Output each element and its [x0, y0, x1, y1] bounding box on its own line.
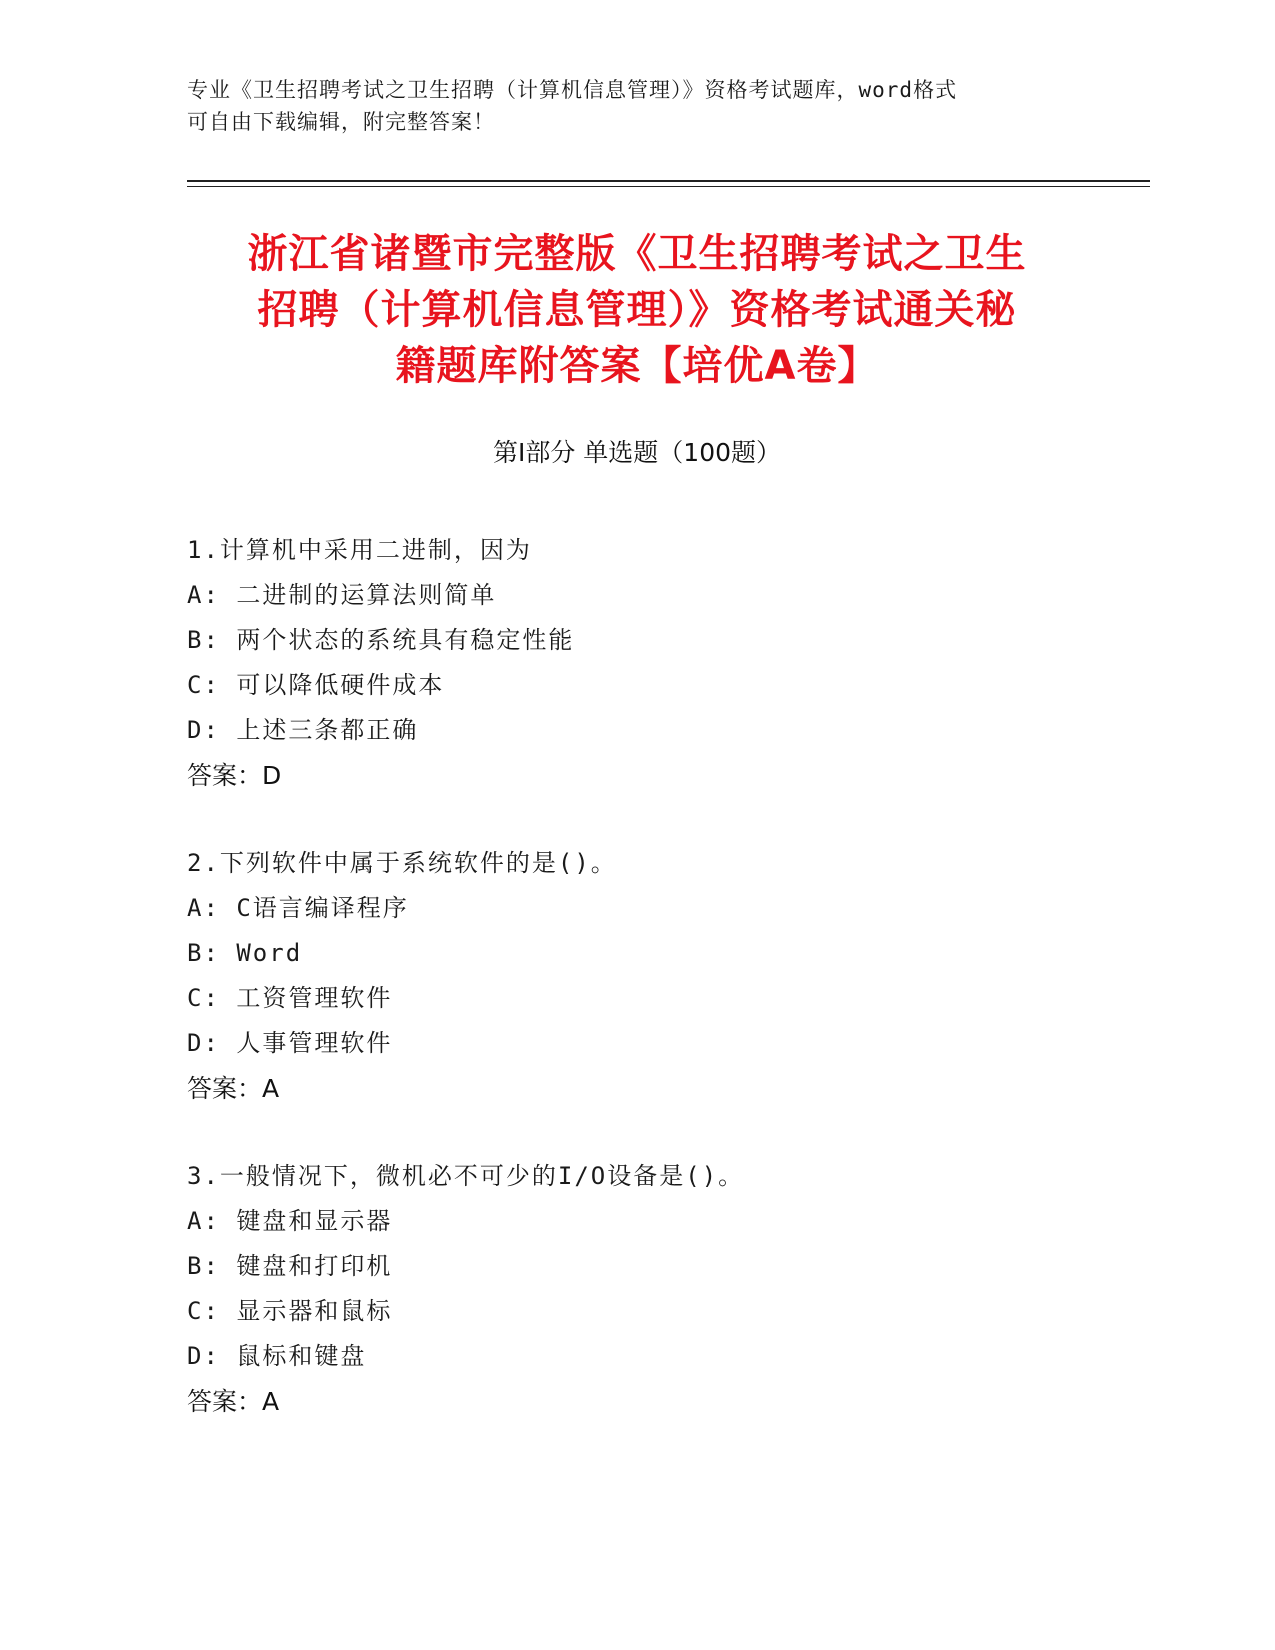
document-title-line-1: 浙江省诸暨市完整版《卫生招聘考试之卫生 [247, 231, 1027, 277]
question-list [187, 528, 1087, 1467]
header-note-line-1: 专业《卫生招聘考试之卫生招聘（计算机信息管理）》资格考试题库，word格式 [187, 78, 958, 102]
option-b: B: 键盘和打印机 [187, 1252, 393, 1280]
question-stem: 2.下列软件中属于系统软件的是()。 [187, 849, 617, 877]
option-a: A: 键盘和显示器 [187, 1207, 393, 1235]
header-note-line-2: 可自由下载编辑，附完整答案！ [187, 110, 495, 134]
question-1 [187, 528, 1087, 798]
document-title-line-3: 籍题库附答案【培优A卷】 [395, 343, 879, 389]
header-divider-thin [187, 186, 1150, 187]
question-stem: 1.计算机中采用二进制，因为 [187, 536, 532, 564]
option-a: A: 二进制的运算法则简单 [187, 581, 497, 609]
option-d: D: 人事管理软件 [187, 1029, 393, 1057]
question-3 [187, 1154, 1087, 1424]
option-d: D: 鼠标和键盘 [187, 1342, 367, 1370]
option-a: A: C语言编译程序 [187, 894, 409, 922]
answer: 答案：D [187, 761, 282, 790]
option-b: B: 两个状态的系统具有稳定性能 [187, 626, 575, 654]
answer: 答案：A [187, 1387, 280, 1416]
answer: 答案：A [187, 1074, 280, 1103]
option-b: B: Word [187, 939, 303, 967]
option-c: C: 可以降低硬件成本 [187, 671, 445, 699]
section-title: 第Ⅰ部分 单选题（100题） [492, 438, 782, 467]
document-header-note [187, 74, 1067, 138]
document-title [187, 226, 1087, 394]
document-title-line-2: 招聘（计算机信息管理）》资格考试通关秘 [257, 287, 1017, 333]
option-c: C: 显示器和鼠标 [187, 1297, 393, 1325]
header-divider-thick [187, 180, 1150, 182]
question-2 [187, 841, 1087, 1111]
option-c: C: 工资管理软件 [187, 984, 393, 1012]
option-d: D: 上述三条都正确 [187, 716, 419, 744]
question-stem: 3.一般情况下，微机必不可少的I/O设备是()。 [187, 1162, 745, 1190]
